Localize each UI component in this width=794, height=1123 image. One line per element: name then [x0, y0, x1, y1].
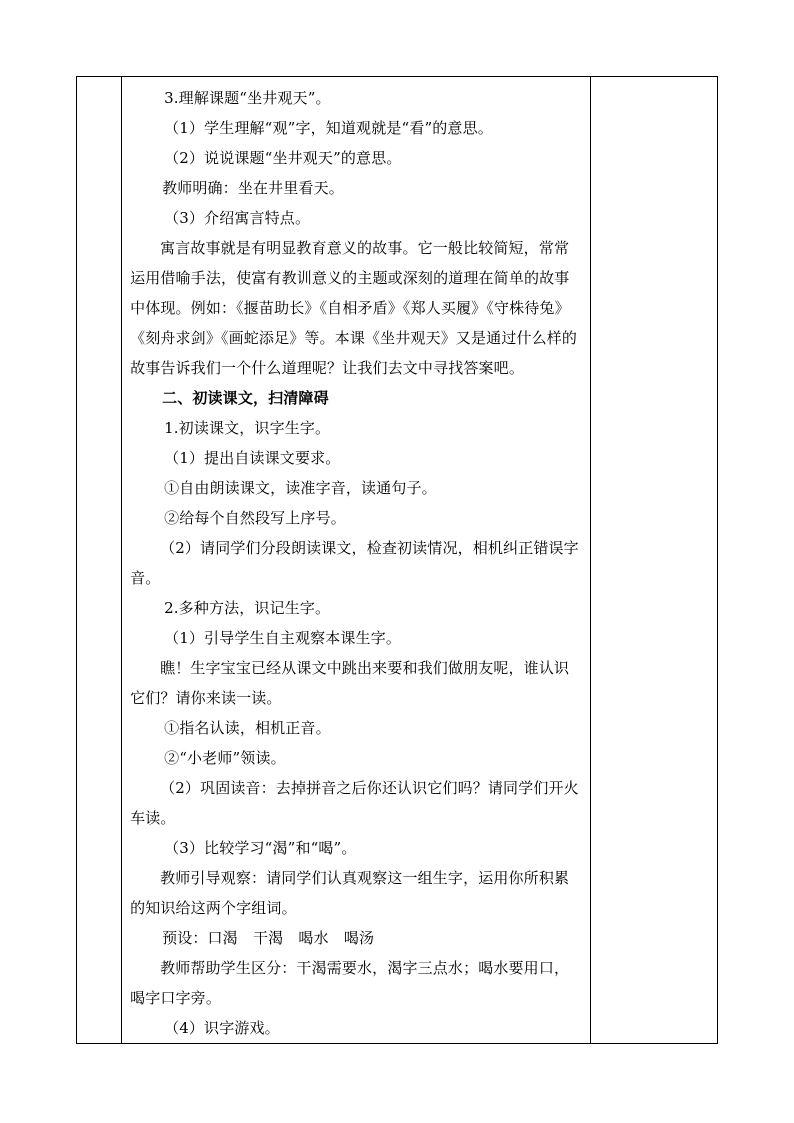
characters-intro-paragraph: 瞧！生字宝宝已经从课文中跳出来要和我们做朋友呢，谁认识它们？请你来读一读。: [130, 659, 570, 707]
requirement-read-aloud: ①自由朗读课文，读准字音，读通句子。: [164, 479, 437, 497]
step-first-reading: 1.初读课文，识字生字。: [164, 419, 331, 437]
step-compare-characters: （3）比较学习“渴”和“喝”。: [164, 839, 357, 857]
notes-column-cell: [590, 77, 717, 1044]
teacher-guidance-paragraph: 教师引导观察：请同学们认真观察这一组生字，运用你所积累的知识给这两个字组词。: [130, 869, 570, 917]
step-consolidate-pronunciation: （2）巩固读音：去掉拼音之后你还认识它们吗？请同学们开火车读。: [130, 779, 579, 827]
step-understand-guan: （1）学生理解“观”字，知道观就是“看”的意思。: [164, 119, 493, 137]
step-literacy-game: （4）识字游戏。: [164, 1019, 280, 1037]
step-memorize-characters: 2.多种方法，识记生字。: [164, 599, 331, 617]
activity-little-teacher: ②“小老师”领读。: [164, 749, 286, 767]
preset-words: 预设：口渴 干渴 喝水 喝汤: [162, 929, 375, 947]
activity-name-reading: ①指名认读，相机正音。: [164, 719, 331, 737]
table-row: [77, 77, 718, 1044]
section-heading-understand-title: 3.理解课题“坐井观天”。: [164, 89, 331, 107]
left-column-cell: [77, 77, 122, 1044]
step-observe-characters: （1）引导学生自主观察本课生字。: [164, 629, 402, 647]
step-reading-requirements: （1）提出自读课文要求。: [164, 449, 341, 467]
step-segment-reading: （2）请同学们分段朗读课文，检查初读情况，相机纠正错误字音。: [130, 539, 579, 587]
teacher-clarification: 教师明确：坐在井里看天。: [162, 179, 344, 197]
teacher-distinguish-paragraph: 教师帮助学生区分：干渴需要水，渴字三点水；喝水要用口，喝字口字旁。: [130, 959, 570, 1007]
step-fable-features: （3）介绍寓言特点。: [164, 209, 311, 227]
fable-paragraph: 寓言故事就是有明显教育意义的故事。它一般比较简短，常常运用借喻手法，使富有教训意义的主题或深刻的道理在简单的故事中体现。例如：《揠苗助长》《自相矛盾》《郑人买履》《守株待兔》《刻舟求剑》《画蛇添足》等。本课《坐井观天》又是通过什么样的故事告诉我们一个什么道理呢？让我们去文中寻找答案吧。: [130, 239, 578, 377]
step-explain-title: （2）说说课题“坐井观天”的意思。: [164, 149, 402, 167]
teaching-process-cell: [122, 77, 591, 1044]
requirement-number-paragraphs: ②给每个自然段写上序号。: [164, 509, 346, 527]
section-heading-first-reading: 二、初读课文，扫清障碍: [162, 389, 329, 407]
lesson-plan-table: [76, 76, 718, 1044]
